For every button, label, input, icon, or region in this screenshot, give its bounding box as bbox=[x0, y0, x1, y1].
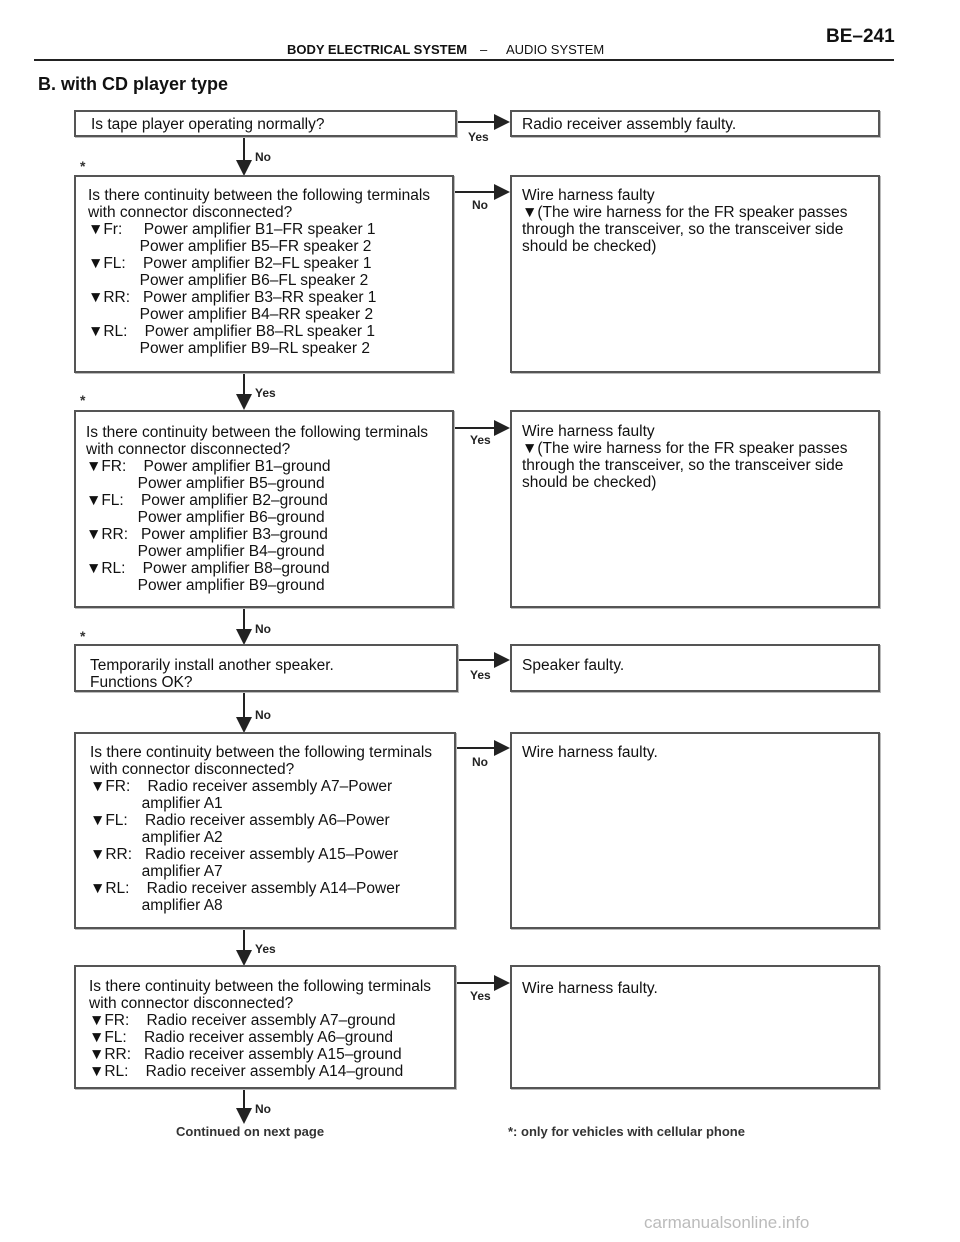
question-box-3 bbox=[74, 410, 454, 608]
header-section: BODY ELECTRICAL SYSTEM bbox=[287, 42, 468, 57]
result-box-1 bbox=[510, 110, 880, 137]
question-box-5 bbox=[74, 732, 456, 929]
question-text-2: Is there continuity between the following terminals with connector disconnected? ▼Fr: Power amplifier B1–FR speaker 1 Power amplifier B5–FR speaker 2 ▼FL: Power amplifier B2–FL speaker 1 Power amplifier B6–FL speaker 2 ▼RR: Power amplifier B3–RR speaker 1 Power amplifier B4–RR speaker 2 ▼RL: Power amplifier B8–RL speaker 1 Power amplifier B9–RL speaker 2 bbox=[88, 187, 431, 357]
star-marker-1: * bbox=[80, 158, 86, 174]
yes-label-1: Yes bbox=[468, 130, 489, 144]
result-text-4: Speaker faulty. bbox=[522, 657, 625, 674]
question-text-6: Is there continuity between the following terminals with connector disconnected? ▼FR: Radio receiver assembly A7–ground ▼FL: Radio receiver assembly A6–ground ▼RR: Radio receiver assembly A15–ground ▼RL: Radio receiver assembly A14–ground bbox=[89, 978, 432, 1080]
result-text-1: Radio receiver assembly faulty. bbox=[522, 116, 737, 133]
star-marker-3: * bbox=[80, 628, 86, 644]
no-label-5: No bbox=[472, 755, 488, 769]
question-box-6 bbox=[74, 965, 456, 1089]
result-text-2: Wire harness faulty ▼(The wire harness for the FR speaker passes through the transceiver, so the transceiver side should be checked) bbox=[522, 187, 848, 255]
result-box-4 bbox=[510, 644, 880, 692]
question-text-5: Is there continuity between the following terminals with connector disconnected? ▼FR: Radio receiver assembly A7–Power amplifier A1 ▼FL: Radio receiver assembly A6–Power amplifier A2 ▼RR: Radio receiver assembly A15–Power amplifier A7 ▼RL: Radio receiver assembly A14–Power amplifier A8 bbox=[90, 744, 433, 914]
result-box-5 bbox=[510, 732, 880, 929]
question-text-1: Is tape player operating normally? bbox=[91, 116, 325, 133]
result-text-5: Wire harness faulty. bbox=[522, 744, 658, 761]
result-box-6 bbox=[510, 965, 880, 1089]
yes-label-4: Yes bbox=[470, 668, 491, 682]
question-text-4: Temporarily install another speaker. Functions OK? bbox=[90, 657, 334, 691]
yes-label-3: Yes bbox=[470, 433, 491, 447]
question-text-3: Is there continuity between the following terminals with connector disconnected? ▼FR: Power amplifier B1–ground Power amplifier B5–ground ▼FL: Power amplifier B2–ground Power amplifier B6–ground ▼RR: Power amplifier B3–ground Power amplifier B4–ground ▼RL: Power amplifier B8–ground Power amplifier B9–ground bbox=[86, 424, 429, 594]
no-label-3: No bbox=[255, 622, 271, 636]
header-subsection: AUDIO SYSTEM bbox=[506, 42, 605, 57]
yes-label-2: Yes bbox=[255, 386, 276, 400]
no-label-6: No bbox=[255, 1102, 271, 1116]
no-label-1: No bbox=[255, 150, 271, 164]
watermark: carmanualsonline.info bbox=[644, 1213, 810, 1232]
result-text-3: Wire harness faulty ▼(The wire harness for the FR speaker passes through the transceiver, so the transceiver side should be checked) bbox=[522, 423, 848, 491]
continued-note: Continued on next page bbox=[176, 1124, 325, 1139]
question-box-4 bbox=[74, 644, 458, 692]
header-separator: – bbox=[480, 42, 488, 57]
no-label-4: No bbox=[255, 708, 271, 722]
star-marker-2: * bbox=[80, 392, 86, 408]
yes-label-6: Yes bbox=[470, 989, 491, 1003]
footnote: *: only for vehicles with cellular phone bbox=[508, 1124, 745, 1139]
result-box-2 bbox=[510, 175, 880, 373]
page-number: BE–241 bbox=[826, 26, 895, 47]
section-title: B. with CD player type bbox=[38, 74, 229, 94]
yes-label-5: Yes bbox=[255, 942, 276, 956]
question-box-1 bbox=[74, 110, 457, 137]
no-label-2: No bbox=[472, 198, 488, 212]
question-box-2 bbox=[74, 175, 454, 373]
result-box-3 bbox=[510, 410, 880, 608]
result-text-6: Wire harness faulty. bbox=[522, 980, 658, 997]
